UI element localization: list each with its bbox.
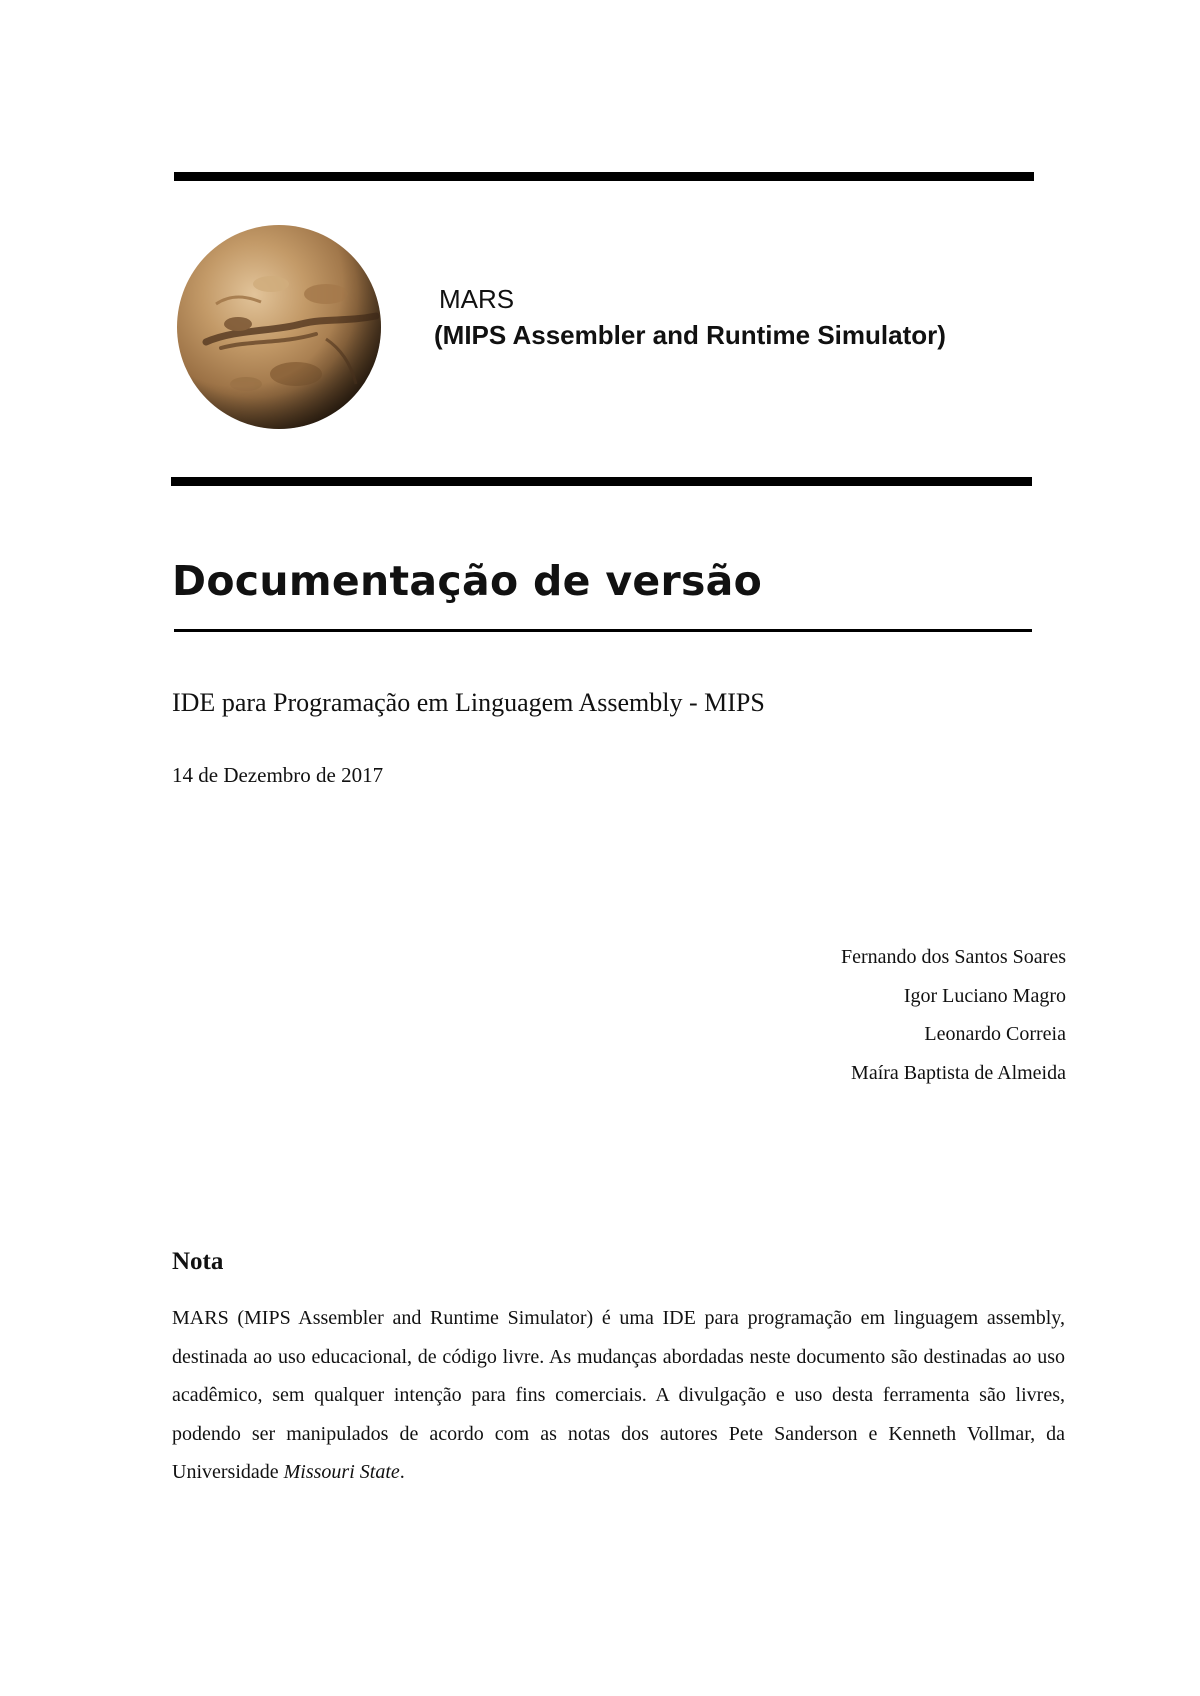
author-list bbox=[841, 938, 1066, 1092]
author-name: Igor Luciano Magro bbox=[903, 984, 1066, 1007]
header-title bbox=[434, 281, 946, 353]
document-title: Documentação de versão bbox=[172, 557, 763, 605]
note-heading: Nota bbox=[172, 1248, 224, 1275]
note-paragraph bbox=[172, 1299, 1065, 1492]
header-title-line2: (MIPS Assembler and Runtime Simulator) bbox=[434, 320, 946, 350]
author-name: Leonardo Correia bbox=[924, 1023, 1066, 1045]
mars-planet-icon bbox=[176, 224, 382, 430]
header-title-line1: MARS bbox=[439, 284, 515, 314]
author-name: Maíra Baptista de Almeida bbox=[851, 1061, 1066, 1084]
title-underline-rule bbox=[174, 629, 1032, 632]
document-subtitle: IDE para Programação em Linguagem Assembly - MIPS bbox=[172, 688, 765, 717]
document-date: 14 de Dezembro de 2017 bbox=[172, 763, 384, 787]
note-text-end: . bbox=[399, 1461, 405, 1483]
author-name: Fernando dos Santos Soares bbox=[841, 946, 1066, 968]
note-text: MARS (MIPS Assembler and Runtime Simulator) é uma IDE para programação em linguagem assembly, destinada ao uso educacional, de código livre. As mudanças abordadas neste documento são destinadas ao uso acadêmico, sem qualquer intenção para fins comerciais. A divulgação e uso desta ferramenta são livres, podendo ser manipulados de acordo com as notas dos autores Pete Sanderson e Kenneth Vollmar, da Universidade bbox=[172, 1307, 1065, 1483]
note-university-name: Missouri State bbox=[283, 1461, 400, 1483]
header-top-rule bbox=[174, 172, 1034, 181]
header-bottom-rule bbox=[171, 477, 1032, 486]
